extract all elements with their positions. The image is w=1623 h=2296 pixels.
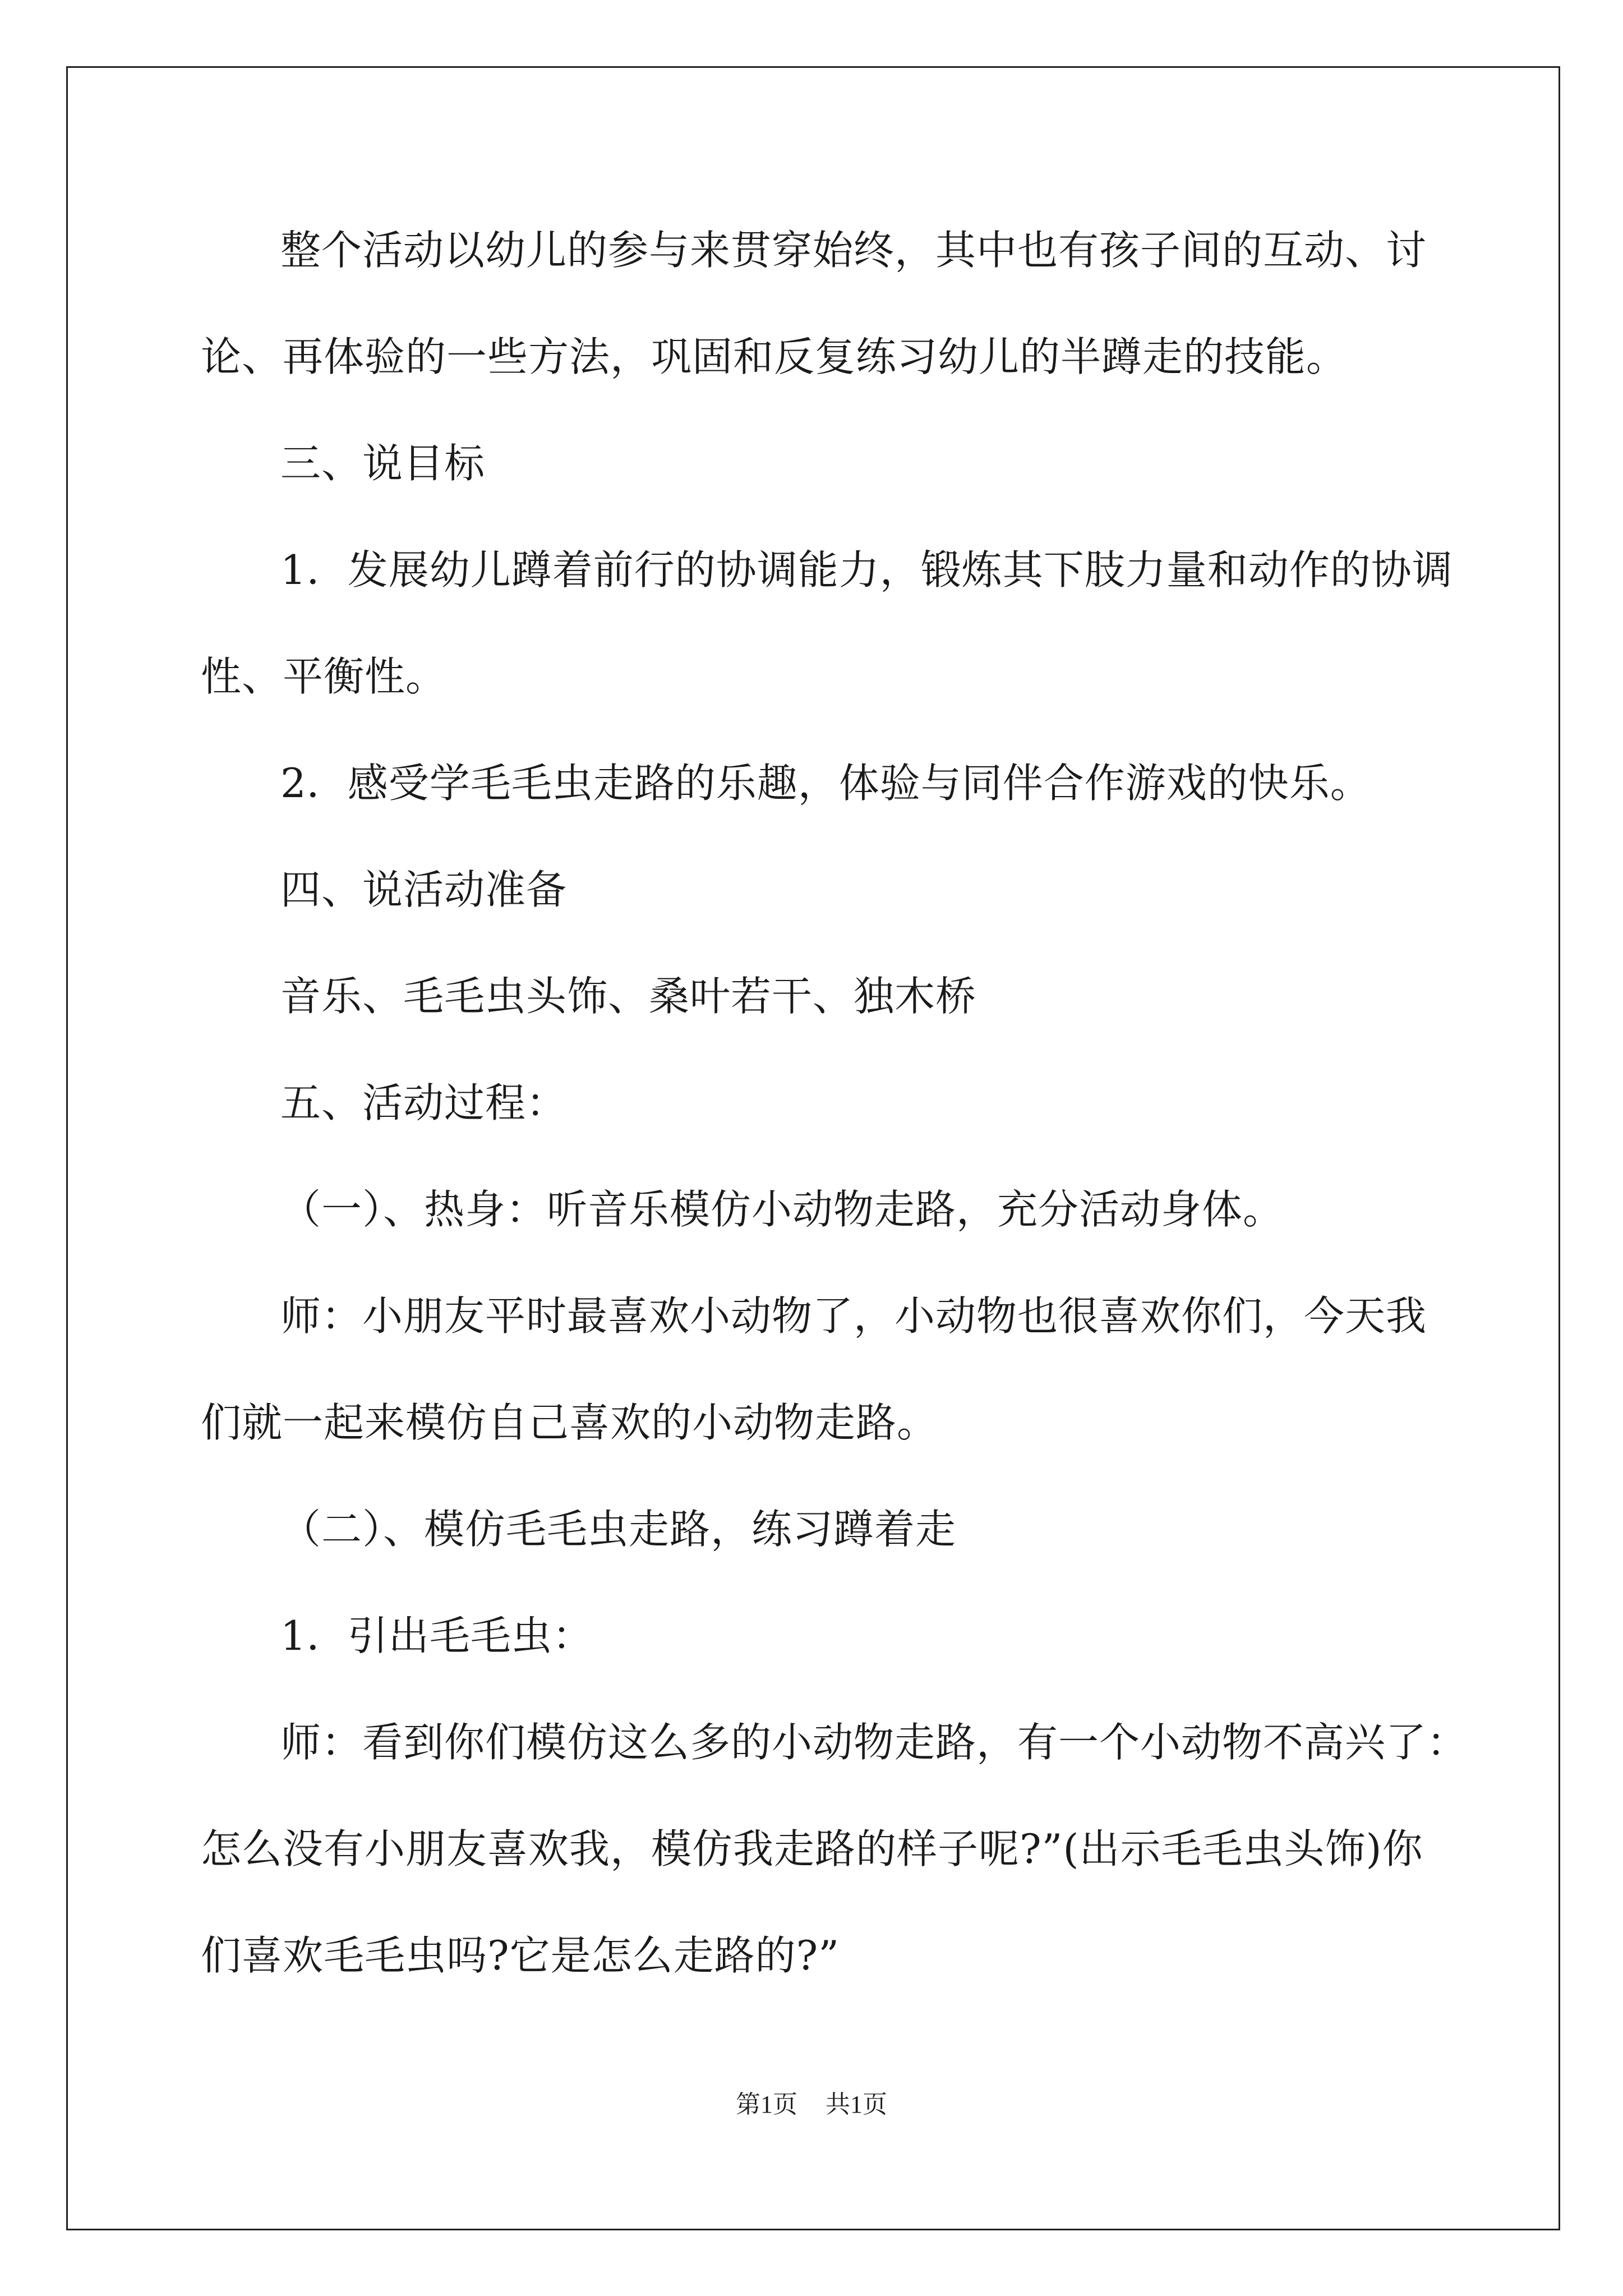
paragraph-line: 1．发展幼儿蹲着前行的协调能力，锻炼其下肢力量和动作的协调 (280, 546, 1453, 593)
page-number: 第1页 (736, 2091, 797, 2118)
paragraph-line: 们喜欢毛毛虫吗?它是怎么走路的?” (201, 1932, 840, 1979)
subsection-heading: （一）、热身：听音乐模仿小动物走路，充分活动身体。 (280, 1186, 1284, 1233)
paragraph-line: 2．感受学毛毛虫走路的乐趣，体验与同伴合作游戏的快乐。 (280, 760, 1371, 807)
paragraph-line: 师：看到你们模仿这么多的小动物走路，有一个小动物不高兴了： (280, 1719, 1468, 1766)
paragraph-line: 怎么没有小朋友喜欢我，模仿我走路的样子呢?”(出示毛毛虫头饰)你 (201, 1825, 1423, 1872)
paragraph-line: 论、再体验的一些方法，巩固和反复练习幼儿的半蹲走的技能。 (201, 333, 1348, 380)
paragraph-line: 1．引出毛毛虫： (280, 1612, 593, 1659)
subsection-heading: （二）、模仿毛毛虫走路，练习蹲着走 (280, 1506, 957, 1553)
section-heading: 五、活动过程： (280, 1079, 568, 1126)
paragraph-line: 们就一起来模仿自己喜欢的小动物走路。 (201, 1399, 938, 1446)
section-heading: 四、说活动准备 (280, 866, 568, 913)
page-total: 共1页 (826, 2091, 887, 2118)
paragraph-line: 性、平衡性。 (201, 653, 447, 700)
paragraph-line: 师：小朋友平时最喜欢小动物了，小动物也很喜欢你们，今天我 (280, 1292, 1427, 1340)
paragraph-line: 音乐、毛毛虫头饰、桑叶若干、独木桥 (280, 973, 977, 1020)
page-footer (0, 2088, 1623, 2122)
paragraph-line: 整个活动以幼儿的参与来贯穿始终，其中也有孩子间的互动、讨 (280, 227, 1427, 274)
page-border (66, 66, 1560, 2230)
section-heading: 三、说目标 (280, 440, 486, 487)
